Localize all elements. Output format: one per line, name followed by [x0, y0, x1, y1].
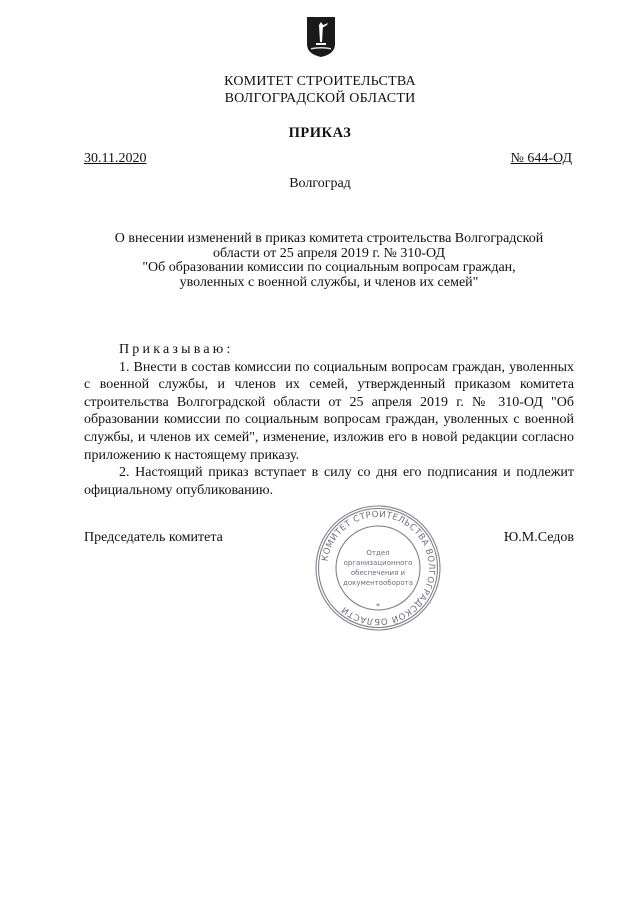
order-title: ПРИКАЗ	[288, 125, 352, 141]
org-line-2: ВОЛГОГРАДСКОЙ ОБЛАСТИ	[224, 91, 416, 106]
stamp-line-1: Отдел	[366, 549, 390, 557]
order-directive: Приказываю:	[119, 342, 234, 357]
official-stamp	[313, 503, 443, 633]
stamp-line-2: организационного	[343, 559, 413, 567]
org-line-1: КОМИТЕТ СТРОИТЕЛЬСТВА	[224, 74, 416, 89]
signatory-position: Председатель комитета	[84, 530, 223, 545]
order-item-2: 2. Настоящий приказ вступает в силу со дня его подписания и подлежит официальному опубликованию.	[84, 465, 574, 498]
order-date: 30.11.2020	[84, 151, 147, 166]
subject-line-4: уволенных с военной службы, и членов их семей"	[179, 274, 479, 290]
order-body	[84, 341, 574, 499]
subject-line-2: области от 25 апреля 2019 г. № 310-ОД	[212, 245, 446, 261]
stamp-star-icon: *	[376, 602, 380, 611]
subject-line-3: "Об образовании комиссии по социальным вопросам граждан,	[142, 260, 516, 275]
coat-of-arms-icon	[306, 16, 336, 58]
subject-line-1: О внесении изменений в приказ комитета строительства Волгоградской	[114, 231, 544, 246]
stamp-ring-text: КОМИТЕТ СТРОИТЕЛЬСТВА ВОЛГОГРАДСКОЙ ОБЛАСТИ	[320, 509, 437, 627]
order-subject	[80, 232, 578, 290]
stamp-line-4: документооборота	[343, 579, 413, 587]
order-item-1: 1. Внести в состав комиссии по социальным вопросам граждан, уволенных с военной службы, и членов их семей, утвержденный приказом комитета строительства Волгоградской области от 25 апреля 2019 г. № 310-ОД "Об образовании комиссии по социальным вопросам граждан, уволенных с военной службы, и членов их семей", изменение, изложив его в новой редакции согласно приложению к настоящему приказу.	[84, 359, 574, 463]
signatory-name: Ю.М.Седов	[503, 530, 574, 545]
organization-name	[0, 73, 640, 107]
order-number: № 644-ОД	[510, 151, 572, 166]
order-city: Волгоград	[289, 176, 351, 191]
stamp-line-3: обеспечения и	[350, 569, 406, 577]
